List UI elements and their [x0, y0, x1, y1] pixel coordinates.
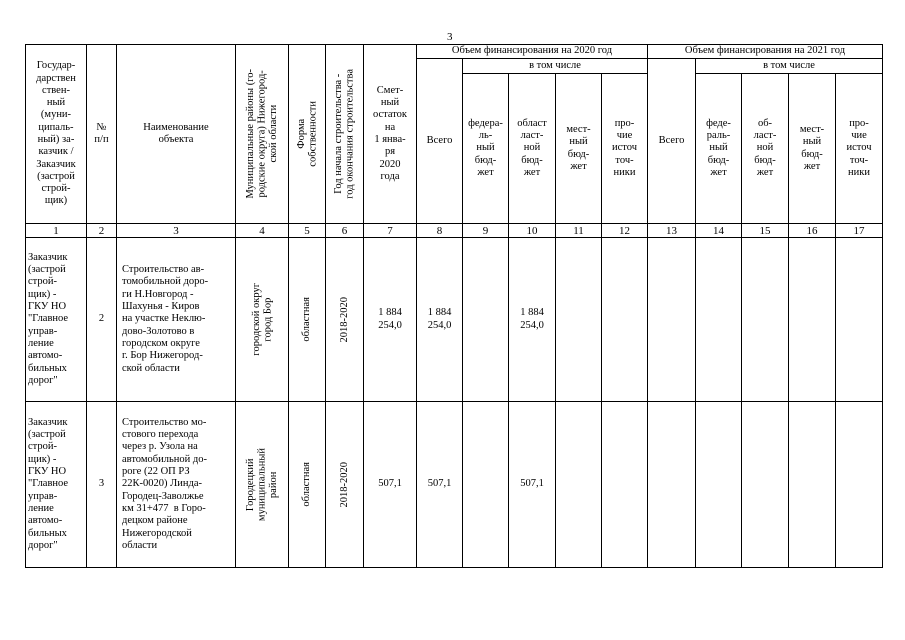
row-object: Строительство мо- стового перехода через р. Узола на автомобильной до- роге (22 ОП РЗ 22К-0020) Линда- Городец-Заволжье км 31+477 в Горо- децком районе Нижегородской области	[117, 402, 236, 568]
row-reg-2021	[742, 238, 789, 402]
col-number: 2	[87, 224, 117, 238]
row-loc-2021	[789, 238, 836, 402]
col-number: 14	[696, 224, 742, 238]
row-balance: 507,1	[364, 402, 417, 568]
header-object-name: Наименование объекта	[117, 45, 236, 224]
row-reg-2021	[742, 402, 789, 568]
row-total-2020: 507,1	[417, 402, 463, 568]
header-loc-2021: мест- ный бюд- жет	[789, 74, 836, 224]
row-ownership: областная	[289, 238, 326, 402]
row-fed-2020	[463, 402, 509, 568]
header-ownership: Форма собственности	[289, 45, 326, 224]
row-district: Городецкий муниципальный район	[236, 402, 289, 568]
row-oth-2020	[602, 238, 648, 402]
column-number-row	[26, 224, 883, 238]
col-number: 15	[742, 224, 789, 238]
row-oth-2020	[602, 402, 648, 568]
col-number: 9	[463, 224, 509, 238]
col-number: 10	[509, 224, 556, 238]
col-number: 6	[326, 224, 364, 238]
page-number: 3	[447, 31, 453, 43]
col-number: 5	[289, 224, 326, 238]
col-number: 12	[602, 224, 648, 238]
row-reg-2020: 1 884 254,0	[509, 238, 556, 402]
col-number: 8	[417, 224, 463, 238]
header-fed-2021: феде- раль- ный бюд- жет	[696, 74, 742, 224]
header-years: Год начала строительства - год окончания строительства	[326, 45, 364, 224]
row-total-2021	[648, 238, 696, 402]
header-oth-2021: про- чие источ точ- ники	[836, 74, 883, 224]
row-total-2021	[648, 402, 696, 568]
row-total-2020: 1 884 254,0	[417, 238, 463, 402]
row-customer: Заказчик (застрой строй- щик) - ГКУ НО "Главное управ- ление автомо- бильных дорог"	[26, 402, 87, 568]
table-row	[26, 402, 883, 568]
row-balance: 1 884 254,0	[364, 238, 417, 402]
col-number: 7	[364, 224, 417, 238]
header-district: Муниципальные районы (го- родские округа) Нижегород- ской области	[236, 45, 289, 224]
row-customer: Заказчик (застрой строй- щик) - ГКУ НО "Главное управ- ление автомо- бильных дорог"	[26, 238, 87, 402]
row-ownership: областная	[289, 402, 326, 568]
col-number: 16	[789, 224, 836, 238]
header-incl-2021: в том числе	[696, 59, 883, 74]
header-oth-2020: про- чие источ точ- ники	[602, 74, 648, 224]
col-number: 3	[117, 224, 236, 238]
header-customer: Государ- дарствен ствен- ный (муни- ципаль- ный) за- казчик / Заказчик (застрой строй- щик)	[26, 45, 87, 224]
header-fed-2020: федера- ль- ный бюд- жет	[463, 74, 509, 224]
row-fed-2021	[696, 238, 742, 402]
header-reg-2020: област ласт- ной бюд- жет	[509, 74, 556, 224]
header-fin-2021: Объем финансирования на 2021 год	[648, 45, 883, 59]
row-loc-2020	[556, 238, 602, 402]
header-num: № п/п	[87, 45, 117, 224]
row-fed-2021	[696, 402, 742, 568]
col-number: 13	[648, 224, 696, 238]
row-loc-2020	[556, 402, 602, 568]
header-total-2021: Всего	[648, 59, 696, 224]
col-number: 4	[236, 224, 289, 238]
row-years: 2018-2020	[326, 238, 364, 402]
row-reg-2020: 507,1	[509, 402, 556, 568]
row-fed-2020	[463, 238, 509, 402]
row-years: 2018-2020	[326, 402, 364, 568]
header-fin-2020: Объем финансирования на 2020 год	[417, 45, 648, 59]
col-number: 11	[556, 224, 602, 238]
header-balance: Смет- ный остаток на 1 янва- ря 2020 года	[364, 45, 417, 224]
row-object: Строительство ав- томобильной доро- ги Н.Новгород - Шахунья - Киров на участке Неклю- дово-Золотово в городском округе г. Бор Нижегород- ской области	[117, 238, 236, 402]
header-reg-2021: об- ласт- ной бюд- жет	[742, 74, 789, 224]
col-number: 17	[836, 224, 883, 238]
row-district: городской округ город Бор	[236, 238, 289, 402]
row-oth-2021	[836, 238, 883, 402]
col-number: 1	[26, 224, 87, 238]
financing-table	[25, 44, 883, 568]
header-incl-2020: в том числе	[463, 59, 648, 74]
header-loc-2020: мест- ный бюд- жет	[556, 74, 602, 224]
row-loc-2021	[789, 402, 836, 568]
table-row	[26, 238, 883, 402]
header-total-2020: Всего	[417, 59, 463, 224]
row-num: 2	[87, 238, 117, 402]
row-num: 3	[87, 402, 117, 568]
row-oth-2021	[836, 402, 883, 568]
